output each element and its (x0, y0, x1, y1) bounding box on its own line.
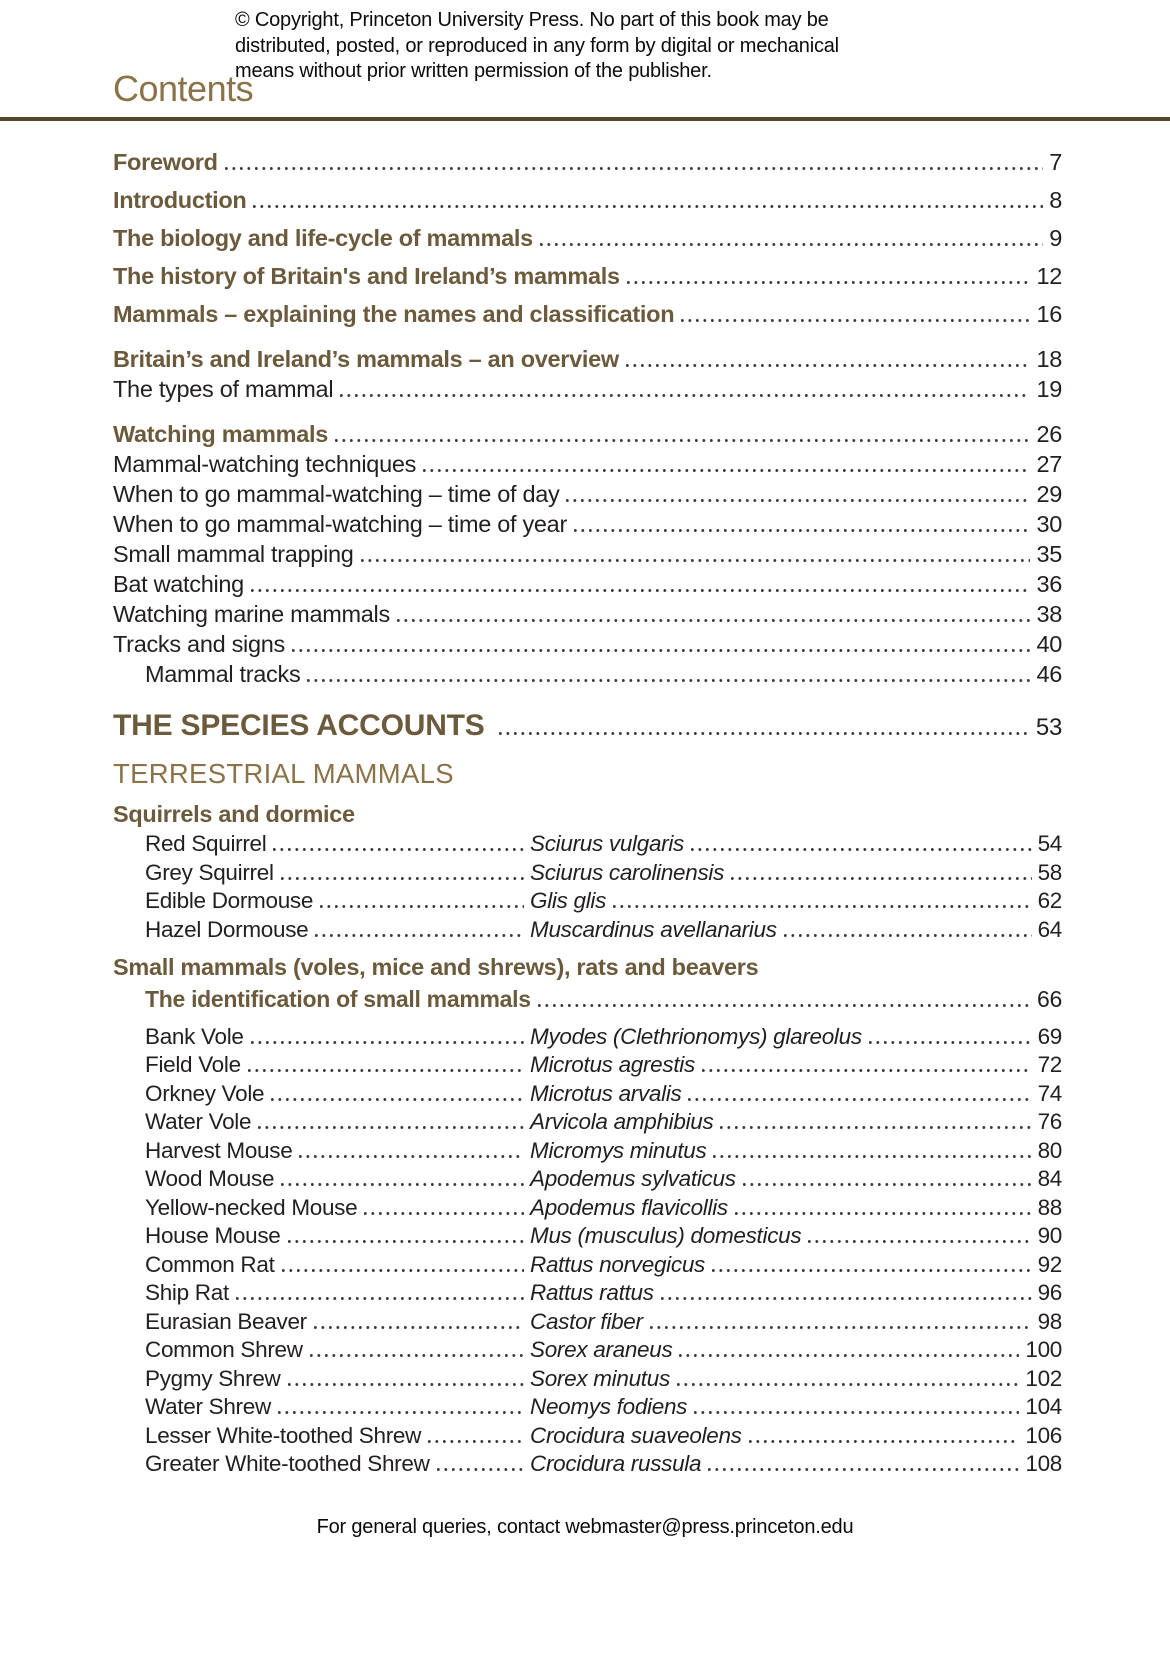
dot-leader (397, 619, 1031, 622)
toc-entry-page: 76 (1037, 1109, 1062, 1134)
species-common-cell (145, 1139, 530, 1163)
toc-entry-page: 72 (1037, 1052, 1062, 1077)
toc-entry-page: 90 (1037, 1223, 1062, 1248)
species-common-cell (145, 832, 530, 856)
dot-leader (688, 1098, 1031, 1101)
dot-leader (236, 1297, 524, 1300)
toc-list (113, 121, 1062, 1477)
footer-note: For general queries, contact webmaster@press.princeton.edu (316, 1516, 854, 1538)
toc-entry-page: 27 (1036, 450, 1062, 477)
toc-entry-page: 108 (1025, 1451, 1062, 1476)
toc-entry-latin: Apodemus flavicollis (530, 1194, 728, 1220)
toc-row-species (113, 1281, 1062, 1305)
toc-entry-page: 58 (1037, 859, 1062, 885)
toc-row-h1 (113, 225, 1062, 251)
toc-entry-page: 53 (1035, 713, 1062, 741)
toc-entry-label: Tracks and signs (113, 630, 285, 657)
toc-entry-label: Water Shrew (145, 1394, 271, 1419)
toc-row-species (113, 1452, 1062, 1476)
species-common-cell (145, 889, 530, 913)
dot-leader (248, 1069, 524, 1072)
dot-leader (808, 1240, 1031, 1243)
toc-entry-label: Water Vole (145, 1109, 252, 1134)
toc-row-h1 (113, 263, 1062, 289)
toc-row-sub (113, 571, 1062, 597)
dot-leader (677, 1383, 1019, 1386)
toc-entry-latin: Myodes (Clethrionomys) glareolus (530, 1023, 862, 1049)
toc-entry-latin: Rattus norvegicus (530, 1251, 705, 1277)
dot-leader (869, 1041, 1032, 1044)
toc-entry-latin: Micromys minutus (530, 1137, 707, 1163)
toc-entry-latin: Sorex araneus (530, 1337, 673, 1362)
toc-row-h1 (113, 301, 1062, 327)
toc-entry-label: Bank Vole (145, 1023, 244, 1049)
toc-entry-page: 38 (1036, 600, 1062, 627)
toc-entry-label: Ship Rat (145, 1280, 229, 1305)
copyright-line: © Copyright, Princeton University Press. No part of this book may be (235, 9, 829, 31)
dot-leader (307, 679, 1030, 682)
dot-leader (340, 394, 1030, 397)
toc-entry-label: Harvest Mouse (145, 1137, 293, 1163)
dot-leader (702, 1069, 1032, 1072)
toc-entry-label: Common Shrew (145, 1337, 303, 1362)
species-common-cell (145, 1338, 530, 1362)
toc-entry-page: 66 (1037, 985, 1062, 1012)
toc-entry-page: 102 (1025, 1365, 1062, 1391)
species-common-cell (145, 1281, 530, 1305)
toc-row-species (113, 1338, 1062, 1362)
toc-entry-label: Mammal-watching techniques (113, 450, 417, 477)
toc-entry-page: 74 (1037, 1080, 1062, 1106)
species-common-cell (145, 1224, 530, 1248)
dot-leader (735, 1212, 1032, 1215)
toc-entry-label: Bat watching (113, 570, 244, 597)
dot-leader (713, 1155, 1031, 1158)
copyright-line: means without prior written permission of the publisher. (235, 60, 712, 82)
toc-entry-page: 9 (1049, 224, 1062, 251)
toc-entry-latin: Sciurus carolinensis (530, 859, 725, 885)
toc-entry-label: TERRESTRIAL MAMMALS (113, 757, 454, 789)
toc-entry-label: Eurasian Beaver (145, 1308, 307, 1334)
dot-leader (574, 529, 1030, 532)
dot-leader (626, 364, 1031, 367)
toc-entry-page: 92 (1037, 1251, 1062, 1277)
toc-entry-page: 96 (1037, 1280, 1062, 1305)
dot-leader (288, 1240, 524, 1243)
toc-row-sub (113, 481, 1062, 507)
toc-entry-label: Lesser White-toothed Shrew (145, 1422, 422, 1448)
dot-leader (437, 1468, 524, 1471)
dot-leader (691, 848, 1032, 851)
toc-entry-page: 19 (1036, 375, 1062, 402)
dot-leader (731, 877, 1031, 880)
toc-row-h1 (113, 187, 1062, 213)
toc-entry-label: Common Rat (145, 1251, 275, 1277)
toc-entry-label: Foreword (113, 148, 218, 175)
copyright-line: distributed, posted, or reproduced in any form by digital or mechanical (235, 34, 839, 57)
toc-entry-label: When to go mammal-watching – time of year (113, 510, 567, 537)
toc-entry-latin: Arvicola amphibius (530, 1109, 714, 1134)
toc-entry-label: The history of Britain's and Ireland’s mammals (113, 262, 620, 289)
toc-entry-label: Grey Squirrel (145, 859, 274, 885)
toc-entry-page: 54 (1037, 831, 1062, 856)
toc-row-species (113, 1196, 1062, 1220)
dot-leader (650, 1326, 1032, 1329)
species-common-cell (145, 1196, 530, 1220)
toc-entry-page: 106 (1025, 1422, 1062, 1448)
toc-entry-page: 62 (1037, 888, 1062, 913)
dot-leader (540, 243, 1043, 246)
toc-row-species (113, 1395, 1062, 1419)
dot-leader (361, 559, 1031, 562)
toc-entry-label: Pygmy Shrew (145, 1365, 281, 1391)
toc-entry-label: Squirrels and dormice (113, 800, 355, 827)
toc-row-sub (113, 601, 1062, 627)
species-common-cell (145, 1110, 530, 1134)
toc-row-species (113, 861, 1062, 885)
toc-row-species (113, 918, 1062, 942)
toc-row-species (113, 1139, 1062, 1163)
toc-entry-latin: Sorex minutus (530, 1365, 670, 1391)
toc-entry-page: 64 (1037, 916, 1062, 942)
toc-entry-page: 80 (1037, 1137, 1062, 1163)
dot-leader (251, 589, 1031, 592)
species-common-cell (145, 1253, 530, 1277)
toc-row-species (113, 1025, 1062, 1049)
toc-entry-page: 84 (1037, 1166, 1062, 1191)
dot-leader (253, 205, 1043, 208)
toc-entry-page: 104 (1025, 1394, 1062, 1419)
dot-leader (720, 1126, 1031, 1129)
toc-row-group (113, 954, 1062, 981)
toc-row-caps (113, 759, 1062, 789)
toc-entry-page: 26 (1036, 420, 1062, 447)
toc-entry-label: Field Vole (145, 1052, 241, 1077)
dot-leader (282, 1269, 524, 1272)
species-common-cell (145, 918, 530, 942)
dot-leader (314, 1326, 524, 1329)
dot-leader (288, 1383, 525, 1386)
species-common-cell (145, 1310, 530, 1334)
toc-entry-latin: Glis glis (530, 888, 607, 913)
toc-row-species (113, 1424, 1062, 1448)
toc-row-sub (113, 451, 1062, 477)
toc-row-species (113, 1253, 1062, 1277)
dot-leader (310, 1354, 524, 1357)
dot-leader (627, 281, 1031, 284)
toc-entry-label: Small mammal trapping (113, 540, 354, 567)
toc-entry-page: 46 (1036, 660, 1062, 687)
toc-entry-page: 98 (1037, 1308, 1062, 1334)
toc-entry-label: Greater White-toothed Shrew (145, 1451, 430, 1476)
toc-entry-latin: Microtus arvalis (530, 1080, 682, 1106)
toc-entry-label: House Mouse (145, 1223, 281, 1248)
dot-leader (292, 649, 1030, 652)
species-common-cell (145, 1367, 530, 1391)
toc-entry-label: Edible Dormouse (145, 888, 314, 913)
toc-entry-latin: Microtus agrestis (530, 1052, 695, 1077)
dot-leader (708, 1468, 1019, 1471)
toc-entry-label: THE SPECIES ACCOUNTS (113, 708, 485, 742)
toc-entry-label: Mammal tracks (145, 660, 301, 687)
toc-row-species (113, 1082, 1062, 1106)
toc-row-species (113, 889, 1062, 913)
toc-entry-latin: Mus (musculus) domesticus (530, 1223, 802, 1248)
toc-entry-label: The types of mammal (113, 375, 334, 402)
dot-leader (784, 934, 1032, 937)
toc-entry-page: 12 (1036, 262, 1062, 289)
toc-row-species (113, 832, 1062, 856)
dot-leader (225, 167, 1044, 170)
species-common-cell (145, 861, 530, 885)
toc-row-sub2 (113, 661, 1062, 687)
toc-entry-label: Red Squirrel (145, 831, 267, 856)
dot-leader (694, 1411, 1019, 1414)
toc-entry-page: 30 (1036, 510, 1062, 537)
toc-entry-label: Small mammals (voles, mice and shrews), rats and beavers (113, 953, 759, 980)
toc-entry-page: 36 (1036, 570, 1062, 597)
dot-leader (566, 499, 1030, 502)
toc-entry-page: 40 (1036, 630, 1062, 657)
dot-leader (258, 1126, 524, 1129)
toc-entry-latin: Crocidura russula (530, 1451, 702, 1476)
dot-leader (299, 1155, 524, 1158)
toc-row-species (113, 1310, 1062, 1334)
toc-row-sub (113, 376, 1062, 402)
toc-entry-label: Watching mammals (113, 420, 329, 447)
toc-entry-label: Wood Mouse (145, 1166, 275, 1191)
dot-leader (251, 1041, 524, 1044)
species-common-cell (145, 1395, 530, 1419)
dot-leader (712, 1269, 1032, 1272)
toc-row-sub (113, 631, 1062, 657)
toc-row-sub (113, 541, 1062, 567)
toc-entry-page: 7 (1049, 148, 1062, 175)
toc-entry-label: The identification of small mammals (145, 985, 531, 1012)
toc-row-subhead (113, 986, 1062, 1012)
toc-entry-latin: Apodemus sylvaticus (530, 1166, 736, 1191)
toc-row-species (113, 1224, 1062, 1248)
toc-entry-page: 35 (1036, 540, 1062, 567)
toc-entry-label: When to go mammal-watching – time of day (113, 480, 560, 507)
page-title: Contents (113, 67, 254, 109)
toc-entry-label: The biology and life-cycle of mammals (113, 224, 533, 251)
toc-entry-latin: Castor fiber (530, 1308, 643, 1334)
toc-entry-label: Britain’s and Ireland’s mammals – an overview (113, 345, 619, 372)
toc-entry-page: 16 (1036, 300, 1062, 327)
toc-entry-latin: Muscardinus avellanarius (530, 916, 777, 942)
toc-entry-latin: Neomys fodiens (530, 1394, 688, 1419)
toc-row-h1 (113, 421, 1062, 447)
toc-entry-label: Hazel Dormouse (145, 916, 309, 942)
toc-entry-label: Yellow-necked Mouse (145, 1194, 358, 1220)
species-common-cell (145, 1025, 530, 1049)
dot-leader (281, 877, 524, 880)
dot-leader (273, 848, 524, 851)
species-common-cell (145, 1167, 530, 1191)
toc-entry-label: Introduction (113, 186, 247, 213)
toc-entry-latin: Crocidura suaveolens (530, 1422, 742, 1448)
toc-entry-page: 69 (1037, 1023, 1062, 1049)
dot-leader (320, 905, 524, 908)
toc-entry-label: Orkney Vole (145, 1080, 265, 1106)
dot-leader (613, 905, 1032, 908)
toc-entry-page: 8 (1049, 186, 1062, 213)
toc-row-species (113, 1110, 1062, 1134)
dot-leader (538, 1004, 1031, 1007)
dot-leader (281, 1183, 524, 1186)
species-common-cell (145, 1053, 530, 1077)
toc-row-group (113, 801, 1062, 828)
toc-entry-page: 18 (1036, 345, 1062, 372)
dot-leader (364, 1212, 524, 1215)
dot-leader (679, 1354, 1019, 1357)
toc-row-species (113, 1367, 1062, 1391)
toc-row-species (113, 1053, 1062, 1077)
toc-entry-page: 88 (1037, 1194, 1062, 1220)
species-common-cell (145, 1082, 530, 1106)
dot-leader (423, 469, 1030, 472)
dot-leader (743, 1183, 1032, 1186)
dot-leader (315, 934, 524, 937)
species-common-cell (145, 1424, 530, 1448)
toc-entry-label: Mammals – explaining the names and classification (113, 300, 675, 327)
dot-leader (681, 319, 1030, 322)
toc-entry-page: 29 (1036, 480, 1062, 507)
toc-row-h1 (113, 346, 1062, 372)
toc-entry-latin: Sciurus vulgaris (530, 831, 685, 856)
dot-leader (661, 1297, 1032, 1300)
dot-leader (271, 1098, 524, 1101)
toc-row-big (113, 709, 1062, 745)
toc-row-sub (113, 511, 1062, 537)
toc-row-species (113, 1167, 1062, 1191)
dot-leader (428, 1440, 524, 1443)
toc-entry-latin: Rattus rattus (530, 1280, 654, 1305)
species-common-cell (145, 1452, 530, 1476)
dot-leader (499, 732, 1030, 735)
toc-row-h1 (113, 149, 1062, 175)
toc-entry-page: 100 (1025, 1337, 1062, 1362)
dot-leader (278, 1411, 524, 1414)
toc-entry-label: Watching marine mammals (113, 600, 390, 627)
dot-leader (335, 439, 1030, 442)
dot-leader (749, 1440, 1020, 1443)
